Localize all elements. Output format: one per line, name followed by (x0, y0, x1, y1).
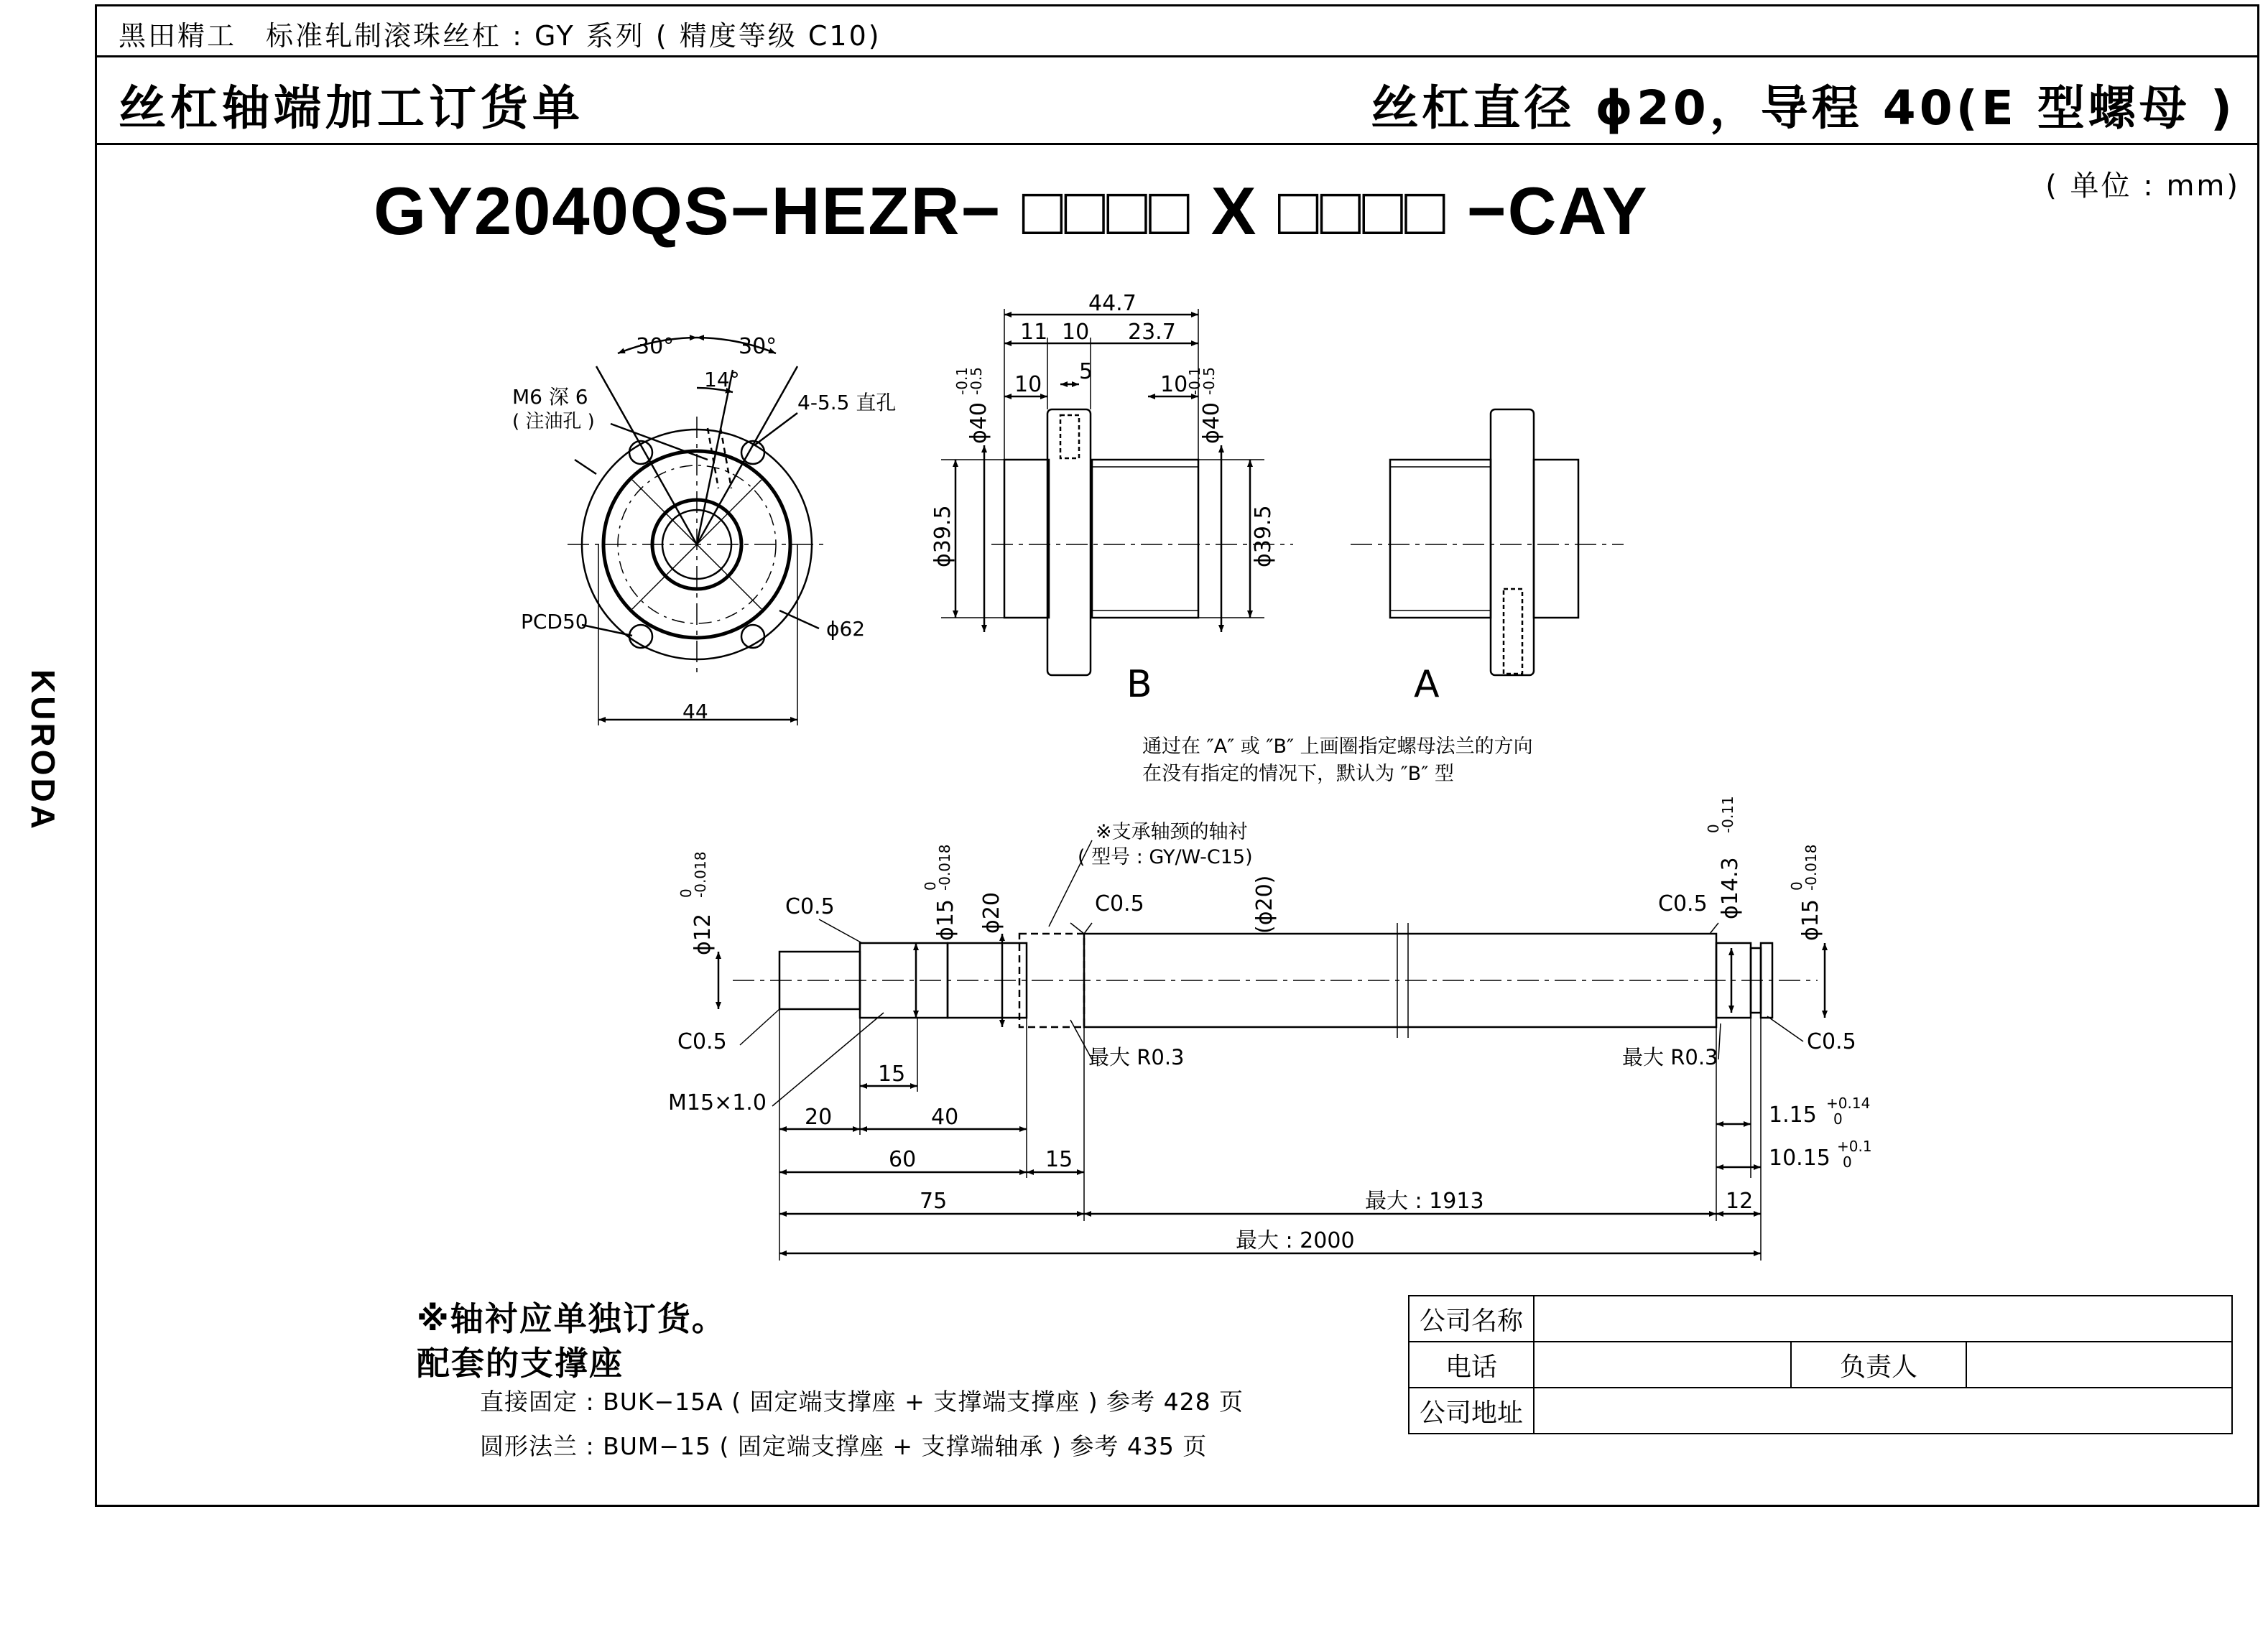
dia40-left-tol-bottom: -0.5 (968, 366, 985, 395)
dia20-paren-label: (ϕ20) (1252, 875, 1277, 934)
len-15b: 15 (1045, 1147, 1073, 1172)
oil-hole-label: M6 深 6 (512, 385, 588, 409)
len-1913: 最大 : 1913 (1365, 1189, 1484, 1214)
radius-left: 最大 R0.3 (1088, 1045, 1185, 1069)
support-ref-round: 圆形法兰 : BUM−15 ( 固定端支撑座 + 支撑端轴承 ) 参考 435 页 (480, 1432, 1208, 1460)
len-15: 15 (878, 1062, 906, 1087)
dia39-5-right: ϕ39.5 (1251, 505, 1276, 567)
support-ref-direct: 直接固定 : BUK−15A ( 固定端支撑座 + 支撑端支撑座 ) 参考 428 页 (480, 1388, 1244, 1416)
person-field[interactable] (1966, 1342, 2232, 1388)
dim-10: 10 (1062, 320, 1090, 345)
angle-right-label: 30° (739, 334, 777, 359)
dia12-tol-bottom: -0.018 (692, 851, 709, 898)
len-2000: 最大 : 2000 (1236, 1228, 1355, 1253)
address-label: 公司地址 (1409, 1388, 1534, 1434)
dim-5: 5 (1079, 359, 1093, 384)
len-10-15-tol-low: 0 (1843, 1153, 1852, 1171)
bush-model: ( 型号 : GY/W-C15) (1078, 846, 1253, 868)
dim-overall: 44.7 (1088, 291, 1137, 316)
order-form-table (1408, 1295, 2233, 1434)
shaft-spec: 丝杠直径 ϕ20，导程 40(E 型螺母 ) (1371, 80, 2236, 136)
dim-23-7: 23.7 (1128, 320, 1176, 345)
dia14-3-label: ϕ14.3 (1718, 857, 1743, 919)
len-12: 12 (1726, 1189, 1754, 1214)
label-b: B (1126, 663, 1152, 706)
dim-11: 11 (1020, 320, 1048, 345)
len-75: 75 (920, 1189, 948, 1214)
dia40-left-tol-top: -0.1 (953, 366, 971, 395)
phone-label: 电话 (1409, 1342, 1534, 1388)
radius-right: 最大 R0.3 (1622, 1045, 1718, 1069)
support-title: 配套的支撑座 (417, 1344, 624, 1383)
label-a: A (1414, 663, 1440, 706)
dia40-right: ϕ40 (1199, 402, 1224, 444)
len-40: 40 (931, 1105, 959, 1130)
company-field[interactable] (1534, 1296, 2232, 1342)
dia15-right-tol-bottom: -0.018 (1802, 844, 1820, 891)
holes-label: 4-5.5 直孔 (797, 391, 897, 414)
dia15-right-tol-top: 0 (1788, 881, 1805, 891)
width-label: 44 (682, 700, 708, 723)
phone-field[interactable] (1534, 1342, 1791, 1388)
dia40-right-tol-bottom: -0.5 (1200, 366, 1218, 395)
unit-label: ( 单位 : mm) (2045, 170, 2240, 203)
len-60: 60 (889, 1147, 917, 1172)
angle-left-label: 30° (636, 334, 675, 359)
nut-front-view (568, 338, 826, 725)
dia14-3-tol-top: 0 (1705, 824, 1722, 833)
dia14-3-tol-bottom: -0.11 (1719, 796, 1736, 833)
dia15-left-tol-top: 0 (922, 881, 939, 891)
chamfer-1: C0.5 (785, 894, 835, 919)
len-1-15-tol-low: 0 (1833, 1110, 1843, 1128)
dia15-left-label: ϕ15 (933, 899, 958, 941)
dia12-tol-top: 0 (677, 888, 695, 898)
len-1-15-tol-up: +0.14 (1826, 1095, 1871, 1112)
dia20-label: ϕ20 (979, 892, 1004, 934)
person-label: 负责人 (1791, 1342, 1966, 1388)
bush-order-note: ※轴衬应单独订货。 (417, 1299, 726, 1338)
chamfer-3: C0.5 (1095, 891, 1144, 916)
dim-10-left: 10 (1014, 372, 1042, 397)
len-10-15: 10.15 (1769, 1146, 1830, 1171)
direction-note-1: 通过在 ″A″ 或 ″B″ 上画圈指定螺母法兰的方向 (1142, 735, 1533, 758)
sheet-title: 丝杠轴端加工订货单 (119, 80, 584, 136)
dia15-left-tol-bottom: -0.018 (936, 844, 953, 891)
len-1-15: 1.15 (1769, 1103, 1817, 1128)
nut-side-view-a (1351, 409, 1624, 675)
dia12-label: ϕ12 (690, 914, 716, 955)
direction-note-2: 在没有指定的情况下，默认为 ″B″ 型 (1142, 763, 1454, 785)
address-field[interactable] (1534, 1388, 2232, 1434)
thread-label: M15×1.0 (668, 1090, 767, 1115)
dia40-left: ϕ40 (966, 402, 991, 444)
angle-mid-label: 14° (704, 368, 740, 391)
nut-side-view-b (941, 309, 1293, 675)
oil-hole-note: ( 注油孔 ) (512, 411, 595, 432)
series-header: 黑田精工 标准轧制滚珠丝杠 : GY 系列 ( 精度等级 C10) (119, 20, 881, 52)
len-10-15-tol-up: +0.1 (1837, 1138, 1872, 1155)
company-label: 公司名称 (1409, 1296, 1534, 1342)
chamfer-4: C0.5 (1658, 891, 1708, 916)
model-code: GY2040QS−HEZR− □□□□ X □□□□ −CAY (374, 173, 1649, 249)
dia15-right-label: ϕ15 (1798, 899, 1823, 941)
len-20: 20 (805, 1105, 833, 1130)
chamfer-2: C0.5 (677, 1029, 727, 1054)
dia39-5-left: ϕ39.5 (930, 505, 955, 567)
dia40-right-tol-top: -0.1 (1186, 366, 1203, 395)
chamfer-5: C0.5 (1807, 1029, 1856, 1054)
bush-note: ※支承轴颈的轴衬 (1096, 821, 1248, 843)
pcd-label: PCD50 (521, 610, 588, 633)
brand-logo: KURODA (24, 669, 62, 832)
dim-10-right: 10 (1160, 372, 1188, 397)
flange-dia-label: ϕ62 (826, 617, 866, 641)
